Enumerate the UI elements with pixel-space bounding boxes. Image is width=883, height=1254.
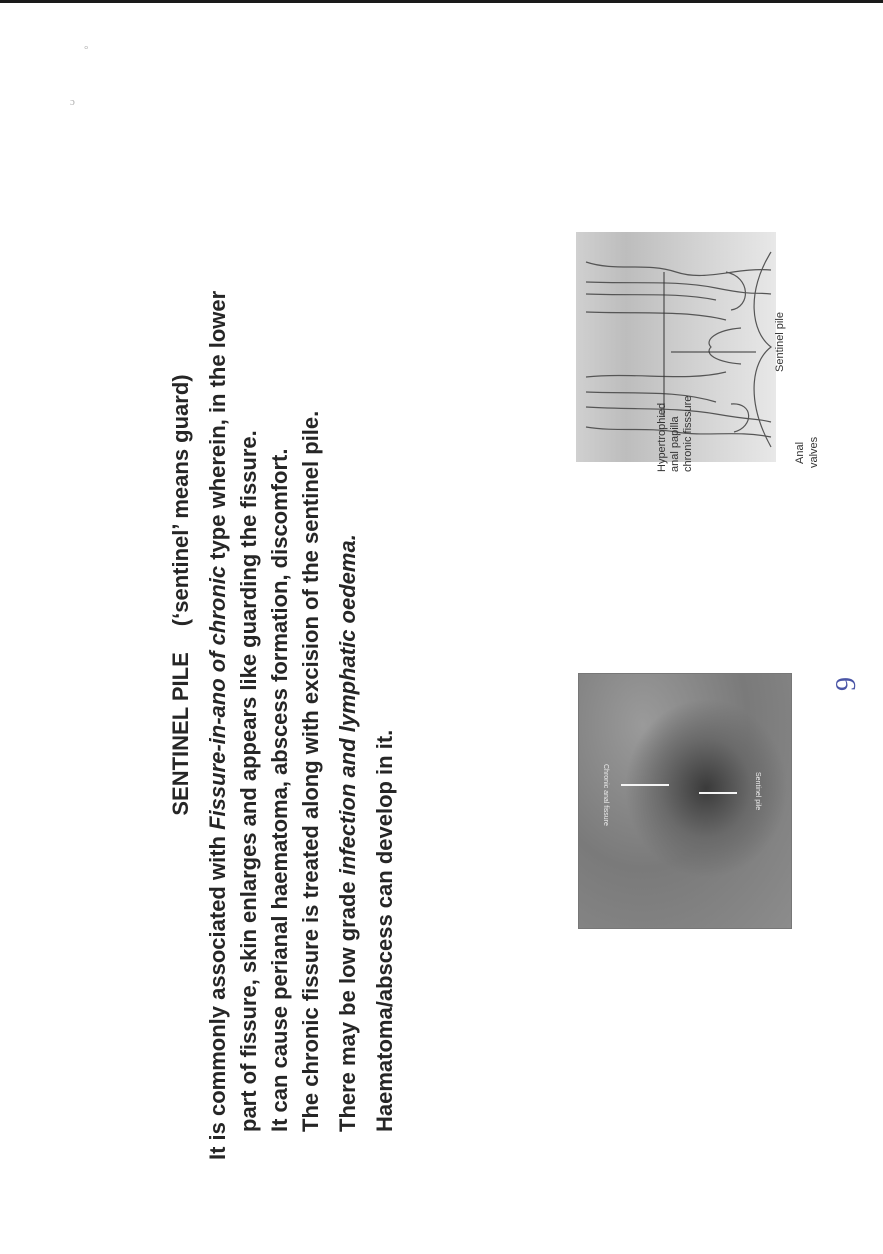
photo-label-top: Chronic anal fissure [602,764,609,826]
label-hypertrophied: Hypertrophied [656,402,668,472]
anal-canal-diagram [576,232,820,472]
scan-speck: ° [84,44,89,56]
text-line: part of fissure, skin enlarges and appears like guarding the fissure. [236,430,261,1132]
handwritten-mark: 9 [831,677,862,691]
slide-title: SENTINEL PILE [168,652,193,816]
pointer-line [621,784,669,786]
text-line: The chronic fissure is treated along with excision of the sentinel pile. [298,410,323,1132]
scan-speck: ɔ [70,96,75,108]
label-sentinel-pile: Sentinel pile [774,312,786,372]
scan-top-edge [0,0,883,3]
text-line: There may be low grade infection and lymphatic oedema. [335,534,360,1132]
label-valves: valves [808,436,820,468]
slide-text [160,110,410,1160]
label-anal-papilla: anal papilla [669,416,681,472]
label-anal: Anal [794,441,806,464]
text-line: It is commonly associated with Fissure-in-ano of chronic type wherein, in the lower [205,290,230,1160]
clinical-photo [578,673,792,929]
photo-label-bottom: Sentinel pile [754,772,761,811]
text-line: Haematoma/abscess can develop in it. [372,729,397,1132]
label-chronic-fissure: chronic fisssure [682,395,694,472]
pointer-line [699,792,737,794]
text-line: It can cause perianal haematoma, abscess formation, discomfort. [267,448,292,1132]
slide-title-line [160,110,202,1080]
slide-subtitle: (‘sentinel’ means guard) [168,374,193,627]
